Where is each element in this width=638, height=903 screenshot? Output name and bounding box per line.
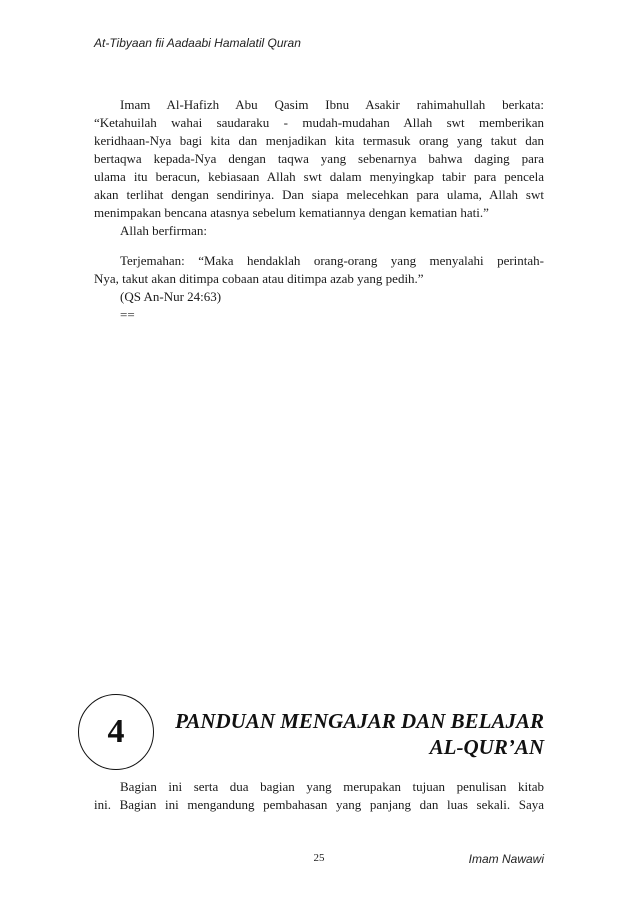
- chapter-number: 4: [107, 713, 125, 750]
- quote-paragraph: [94, 96, 544, 222]
- separator: ==: [120, 307, 135, 322]
- quote-line: ulama itu beracun, kebiasaan Allah swt dalam menyingkap tabir para pencela: [94, 169, 544, 184]
- translation-line: Nya, takut akan ditimpa cobaan atau ditimpa azab yang pedih.”: [94, 271, 424, 286]
- quote-line: Imam Al-Hafizh Abu Qasim Ibnu Asakir rahimahullah berkata:: [120, 97, 544, 112]
- page-number: 25: [313, 852, 325, 864]
- chapter-title: [144, 708, 544, 760]
- running-footer-author: Imam Nawawi: [468, 852, 544, 866]
- quote-line: bertaqwa kepada-Nya dengan taqwa yang sebenarnya bahwa daging para: [94, 151, 544, 166]
- intro-line: Bagian ini serta dua bagian yang merupakan tujuan penulisan kitab: [120, 779, 544, 794]
- chapter-number-badge: [78, 694, 154, 770]
- translation-paragraph: [94, 252, 544, 324]
- translation-line: Terjemahan: “Maka hendaklah orang-orang yang menyalahi perintah-: [120, 253, 544, 268]
- intro-paragraph: [94, 778, 544, 814]
- quote-line: “Ketahuilah wahai saudaraku - mudah-mudahan Allah swt memberikan: [94, 115, 544, 130]
- chapter-title-line: PANDUAN MENGAJAR DAN BELAJAR: [175, 709, 544, 733]
- quote-line: keridhaan-Nya bagi kita dan menjadikan kita termasuk orang yang takut dan: [94, 133, 544, 148]
- citation: (QS An-Nur 24:63): [120, 289, 222, 304]
- quote-line: menimpakan bencana atasnya sebelum kematiannya dengan kematian hati.”: [94, 205, 489, 220]
- allah-berfirman-text: Allah berfirman:: [120, 223, 207, 238]
- intro-line: ini. Bagian ini mengandung pembahasan yang panjang dan luas sekali. Saya: [94, 797, 544, 812]
- allah-berfirman-paragraph: [94, 222, 544, 240]
- quote-line: akan terlihat dengan sendirinya. Dan siapa melecehkan para ulama, Allah swt: [94, 187, 544, 202]
- running-header: At-Tibyaan fii Aadaabi Hamalatil Quran: [94, 36, 301, 50]
- chapter-title-line: AL-QUR’AN: [429, 735, 544, 759]
